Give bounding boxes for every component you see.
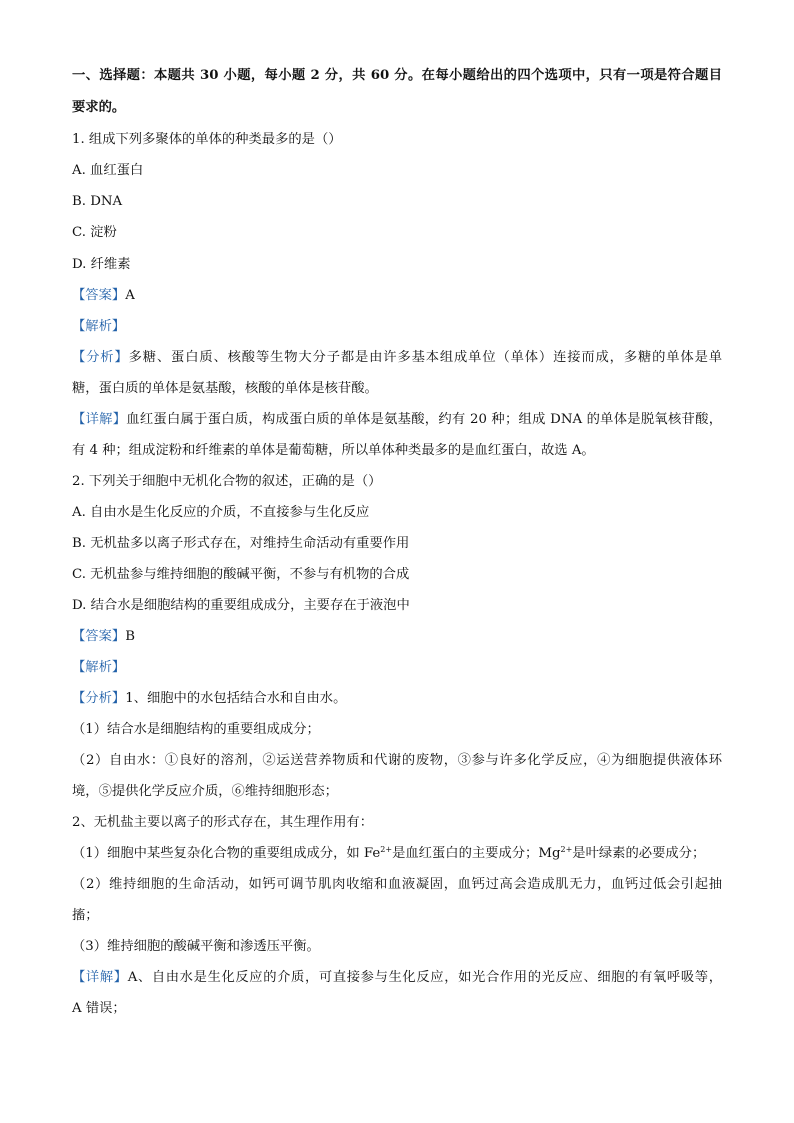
fenxi-tag: 【分析】	[72, 691, 126, 706]
question-number: 2.	[72, 474, 85, 489]
q1-fenxi-line-1	[72, 349, 722, 367]
water-point-2-cont: 境，⑤提供化学反应介质，⑥维持细胞形态；	[72, 784, 338, 799]
answer-value: A	[125, 288, 135, 303]
salt-point-1-mid: 是血红蛋白的主要成分；Mg	[392, 846, 561, 861]
xiangjie-text: A、自由水是生化反应的介质，可直接参与生化反应，如光合作用的光反应、细胞的有氧呼吸等，	[127, 970, 722, 985]
q2-option-d: D. 结合水是细胞结构的重要组成成分，主要存在于液泡中	[72, 598, 410, 613]
water-point-1: （1）结合水是细胞结构的重要组成成分；	[72, 722, 320, 737]
q2-jiexi-tag: 【解析】	[72, 660, 126, 675]
section-header-line-2: 要求的。	[72, 100, 126, 115]
q1-xiangjie-line-2: 有 4 种；组成淀粉和纤维素的单体是葡萄糖，所以单体种类最多的是血红蛋白，故选 A。	[72, 443, 595, 458]
question-2-stem	[72, 473, 722, 491]
xiangjie-text: 血红蛋白属于蛋白质，构成蛋白质的单体是氨基酸，约有 20 种；组成 DNA 的单体是脱氧核苷酸，	[126, 412, 722, 427]
question-text: 组成下列多聚体的单体的种类最多的是（）	[88, 132, 342, 147]
q1-option-c: C. 淀粉	[72, 225, 117, 240]
salt-point-2-cont: 搐；	[72, 908, 99, 923]
salt-point-1	[72, 845, 722, 863]
q1-xiangjie-line-1	[72, 411, 722, 429]
q2-answer	[72, 628, 722, 646]
q1-option-a: A. 血红蛋白	[72, 163, 144, 178]
xiangjie-tag: 【详解】	[72, 970, 128, 985]
fe-charge: 2+	[380, 845, 393, 854]
q2-option-a: A. 自由水是生化反应的介质，不直接参与生化反应	[72, 505, 370, 520]
answer-tag: 【答案】	[72, 629, 126, 644]
fenxi-text: 1、细胞中的水包括结合水和自由水。	[125, 691, 347, 706]
fenxi-tag: 【分析】	[72, 350, 129, 365]
q1-answer	[72, 287, 722, 305]
salt-point-1-pre: （1）细胞中某些复杂化合物的重要组成成分，如 Fe	[72, 846, 381, 861]
q2-xiangjie-line-1	[72, 969, 722, 987]
question-1-stem	[72, 131, 722, 149]
fenxi-text: 多糖、蛋白质、核酸等生物大分子都是由许多基本组成单位（单体）连接而成，多糖的单体是单	[128, 350, 723, 365]
q2-option-c: C. 无机盐参与维持细胞的酸碱平衡，不参与有机物的合成	[72, 567, 410, 582]
salt-point-3: （3）维持细胞的酸碱平衡和渗透压平衡。	[72, 939, 320, 954]
salt-intro: 2、无机盐主要以离子的形式存在，其生理作用有：	[72, 815, 373, 830]
mg-charge: 2+	[560, 845, 573, 854]
salt-point-2: （2）维持细胞的生命活动，如钙可调节肌肉收缩和血液凝固，血钙过高会造成肌无力，血钙过低会引起抽	[72, 877, 722, 892]
question-text: 下列关于细胞中无机化合物的叙述，正确的是（）	[88, 474, 382, 489]
q2-xiangjie-line-2: A 错误；	[72, 1001, 126, 1016]
q1-fenxi-line-2: 糖，蛋白质的单体是氨基酸，核酸的单体是核苷酸。	[72, 381, 378, 396]
xiangjie-tag: 【详解】	[72, 412, 127, 427]
answer-value: B	[125, 629, 135, 644]
q2-fenxi-line-1	[72, 690, 722, 708]
answer-tag: 【答案】	[72, 288, 126, 303]
question-number: 1.	[72, 132, 85, 147]
section-header-line-1: 一、选择题：本题共 30 小题，每小题 2 分，共 60 分。在每小题给出的四个选项中，只有一项是符合题目	[72, 68, 722, 83]
water-point-2: （2）自由水：①良好的溶剂，②运送营养物质和代谢的废物，③参与许多化学反应，④为细胞提供液体环	[72, 753, 722, 768]
salt-point-1-post: 是叶绿素的必要成分；	[572, 846, 706, 861]
q1-option-d: D. 纤维素	[72, 257, 131, 272]
q1-jiexi-tag: 【解析】	[72, 319, 126, 334]
q1-option-b: B. DNA	[72, 194, 123, 209]
q2-option-b: B. 无机盐多以离子形式存在，对维持生命活动有重要作用	[72, 536, 410, 551]
